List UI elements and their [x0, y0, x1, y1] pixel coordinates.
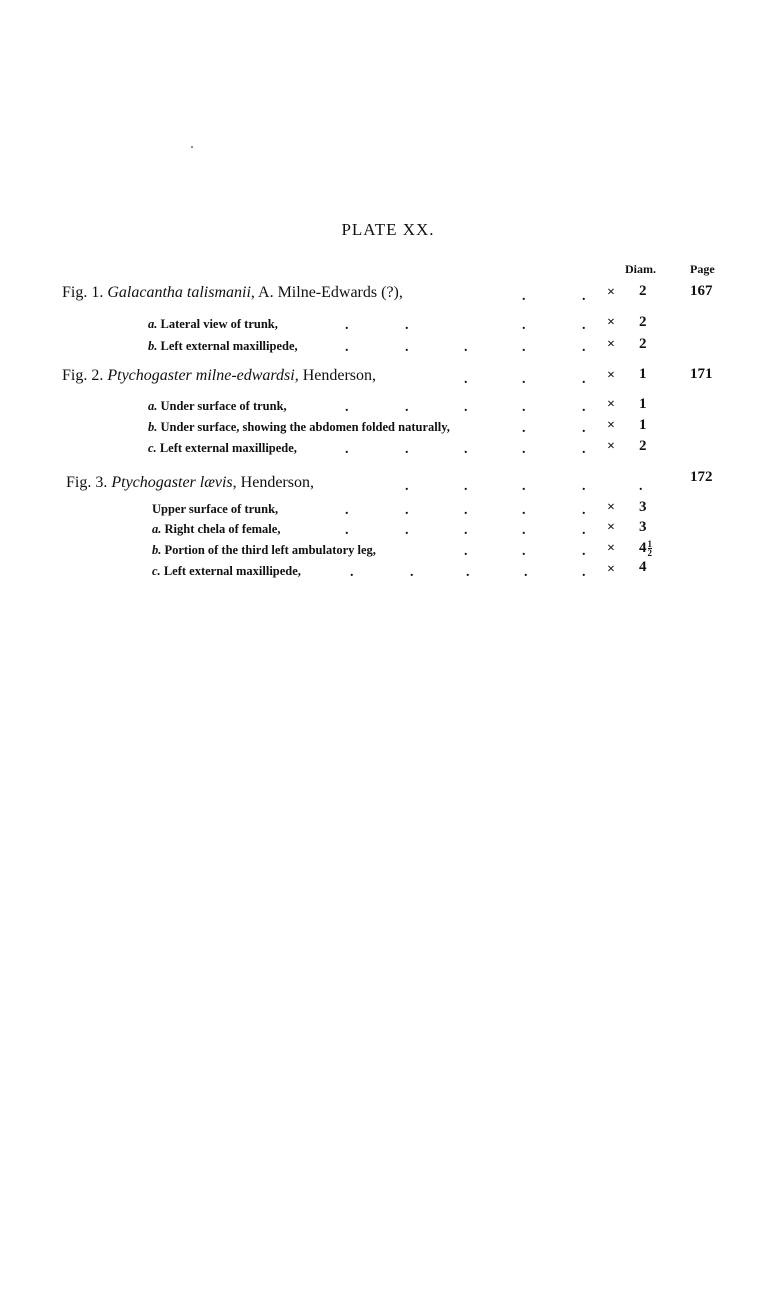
page-number: 171	[690, 366, 713, 382]
diameter-value: 3	[639, 499, 647, 515]
species-name: Galacantha talismanii	[107, 284, 251, 301]
leader-dot: .	[582, 565, 586, 580]
leader-dot: .	[522, 442, 526, 457]
item-text: Upper surface of trunk,	[152, 502, 279, 516]
times-symbol: ×	[607, 439, 615, 454]
species-author: , A. Milne-Edwards (?),	[250, 284, 403, 301]
diameter-fraction	[648, 540, 653, 557]
item-caption	[152, 543, 376, 558]
figure-row-1	[0, 284, 776, 304]
item-letter: b.	[148, 339, 158, 353]
figure-number: Fig. 2.	[62, 367, 104, 384]
species-name: Ptychogaster milne-edwardsi	[107, 367, 295, 384]
leader-dot: .	[582, 372, 586, 387]
leader-dot: .	[405, 400, 409, 415]
leader-dot: .	[345, 400, 349, 415]
diameter-value	[639, 540, 652, 557]
diameter-value: 1	[639, 417, 647, 433]
times-symbol: ×	[607, 500, 615, 515]
figure-item-row	[0, 418, 776, 438]
leader-dot: .	[464, 523, 468, 538]
leader-dot: .	[464, 400, 468, 415]
leader-dot: .	[464, 340, 468, 355]
diameter-whole: 4	[639, 540, 647, 557]
leader-dot: .	[522, 544, 526, 559]
times-symbol: ×	[607, 520, 615, 535]
diameter-value: 2	[639, 336, 647, 352]
item-text: Left external maxillipede,	[163, 564, 301, 578]
leader-dot: .	[522, 503, 526, 518]
item-caption	[148, 399, 287, 414]
leader-dot: .	[345, 503, 349, 518]
leader-dot: .	[522, 523, 526, 538]
column-header-page: Page	[690, 262, 715, 276]
times-symbol: ×	[607, 397, 615, 412]
times-symbol: ×	[607, 337, 615, 352]
leader-dot: .	[345, 318, 349, 333]
leader-dot: .	[350, 565, 354, 580]
leader-dot: .	[405, 503, 409, 518]
diameter-value: 1	[639, 366, 647, 382]
item-caption	[148, 441, 297, 456]
leader-dot: .	[582, 289, 586, 304]
figure-row-2	[0, 367, 776, 387]
leader-dot: .	[464, 544, 468, 559]
leader-dot: .	[345, 340, 349, 355]
diameter-value: 2	[639, 314, 647, 330]
column-header-diam: Diam.	[625, 262, 656, 276]
leader-dot: .	[466, 565, 470, 580]
species-author: , Henderson,	[294, 367, 377, 384]
item-caption	[152, 564, 301, 579]
leader-dot: .	[522, 479, 526, 494]
figure-item-row	[0, 559, 776, 582]
leader-dot: .	[582, 442, 586, 457]
leader-dot: .	[522, 372, 526, 387]
item-text: Under surface of trunk,	[160, 399, 287, 413]
leader-dot: .	[405, 340, 409, 355]
diameter-value: 2	[639, 438, 647, 454]
leader-dot: .	[522, 421, 526, 436]
item-text: Left external maxillipede,	[160, 339, 298, 353]
diameter-value: 2	[639, 283, 647, 299]
leader-dot: .	[582, 479, 586, 494]
times-symbol: ×	[607, 285, 615, 300]
leader-dot: .	[582, 421, 586, 436]
figure-number: Fig. 3.	[66, 474, 108, 491]
leader-dot: .	[582, 503, 586, 518]
item-text: Lateral view of trunk,	[160, 317, 278, 331]
item-text: Left external maxillipede,	[159, 441, 297, 455]
figure-number: Fig. 1.	[62, 284, 104, 301]
figure-item-row	[0, 541, 776, 561]
item-caption	[152, 502, 278, 517]
times-symbol: ×	[607, 418, 615, 433]
figure-item-row	[0, 439, 776, 459]
diameter-value: 1	[639, 396, 647, 412]
item-caption	[148, 339, 298, 354]
leader-dot: .	[464, 442, 468, 457]
leader-dot: .	[582, 523, 586, 538]
item-letter: b.	[148, 420, 158, 434]
leader-dot: .	[464, 372, 468, 387]
item-letter: c.	[152, 564, 161, 578]
item-letter: a.	[148, 317, 158, 331]
leader-dot: .	[582, 544, 586, 559]
leader-dot: .	[522, 340, 526, 355]
times-symbol: ×	[607, 562, 615, 577]
item-letter: a.	[148, 399, 158, 413]
figure-item-row	[0, 520, 776, 540]
times-symbol: ×	[607, 541, 615, 556]
item-text: Portion of the third left ambulatory leg,	[164, 543, 376, 557]
plate-title: PLATE XX.	[341, 220, 435, 239]
leader-dot: .	[639, 479, 643, 494]
leader-dot: .	[410, 565, 414, 580]
leader-dot: .	[524, 565, 528, 580]
leader-dot: .	[405, 523, 409, 538]
species-author: , Henderson,	[232, 474, 314, 491]
leader-dot: .	[345, 523, 349, 538]
diameter-value: 3	[639, 519, 647, 535]
leader-dot: .	[464, 503, 468, 518]
figure-row-3	[0, 469, 776, 494]
item-caption	[148, 317, 278, 332]
times-symbol: ×	[607, 368, 615, 383]
leader-dot: .	[582, 400, 586, 415]
figure-item-row	[0, 397, 776, 417]
diameter-value: 4	[639, 559, 647, 575]
page-number: 172	[690, 469, 713, 485]
leader-dot: .	[405, 442, 409, 457]
leader-dot: .	[582, 340, 586, 355]
times-symbol: ×	[607, 315, 615, 330]
leader-dot: .	[522, 400, 526, 415]
figure-caption-2	[62, 367, 376, 385]
leader-dot: .	[522, 318, 526, 333]
figure-item-row	[0, 500, 776, 520]
figure-item-row	[0, 337, 776, 357]
leader-dot: .	[582, 318, 586, 333]
leader-dot: .	[345, 442, 349, 457]
leader-dot: .	[464, 479, 468, 494]
fraction-denominator: 2	[647, 548, 652, 559]
figure-item-row	[0, 315, 776, 335]
item-letter: c.	[148, 441, 157, 455]
paper-speck	[191, 146, 193, 148]
leader-dot: .	[405, 318, 409, 333]
leader-dot: .	[522, 289, 526, 304]
page-number: 167	[690, 283, 713, 299]
fraction-numerator: 1	[647, 539, 652, 549]
figure-caption-3	[66, 474, 314, 492]
figure-caption-1	[62, 284, 403, 302]
item-caption	[148, 420, 450, 435]
item-letter: b.	[152, 543, 162, 557]
leader-dot: .	[405, 479, 409, 494]
species-name: Ptychogaster lævis	[111, 474, 233, 491]
item-caption	[152, 522, 280, 537]
item-text: Under surface, showing the abdomen folded naturally,	[160, 420, 450, 434]
item-text: Right chela of female,	[164, 522, 281, 536]
item-letter: a.	[152, 522, 162, 536]
